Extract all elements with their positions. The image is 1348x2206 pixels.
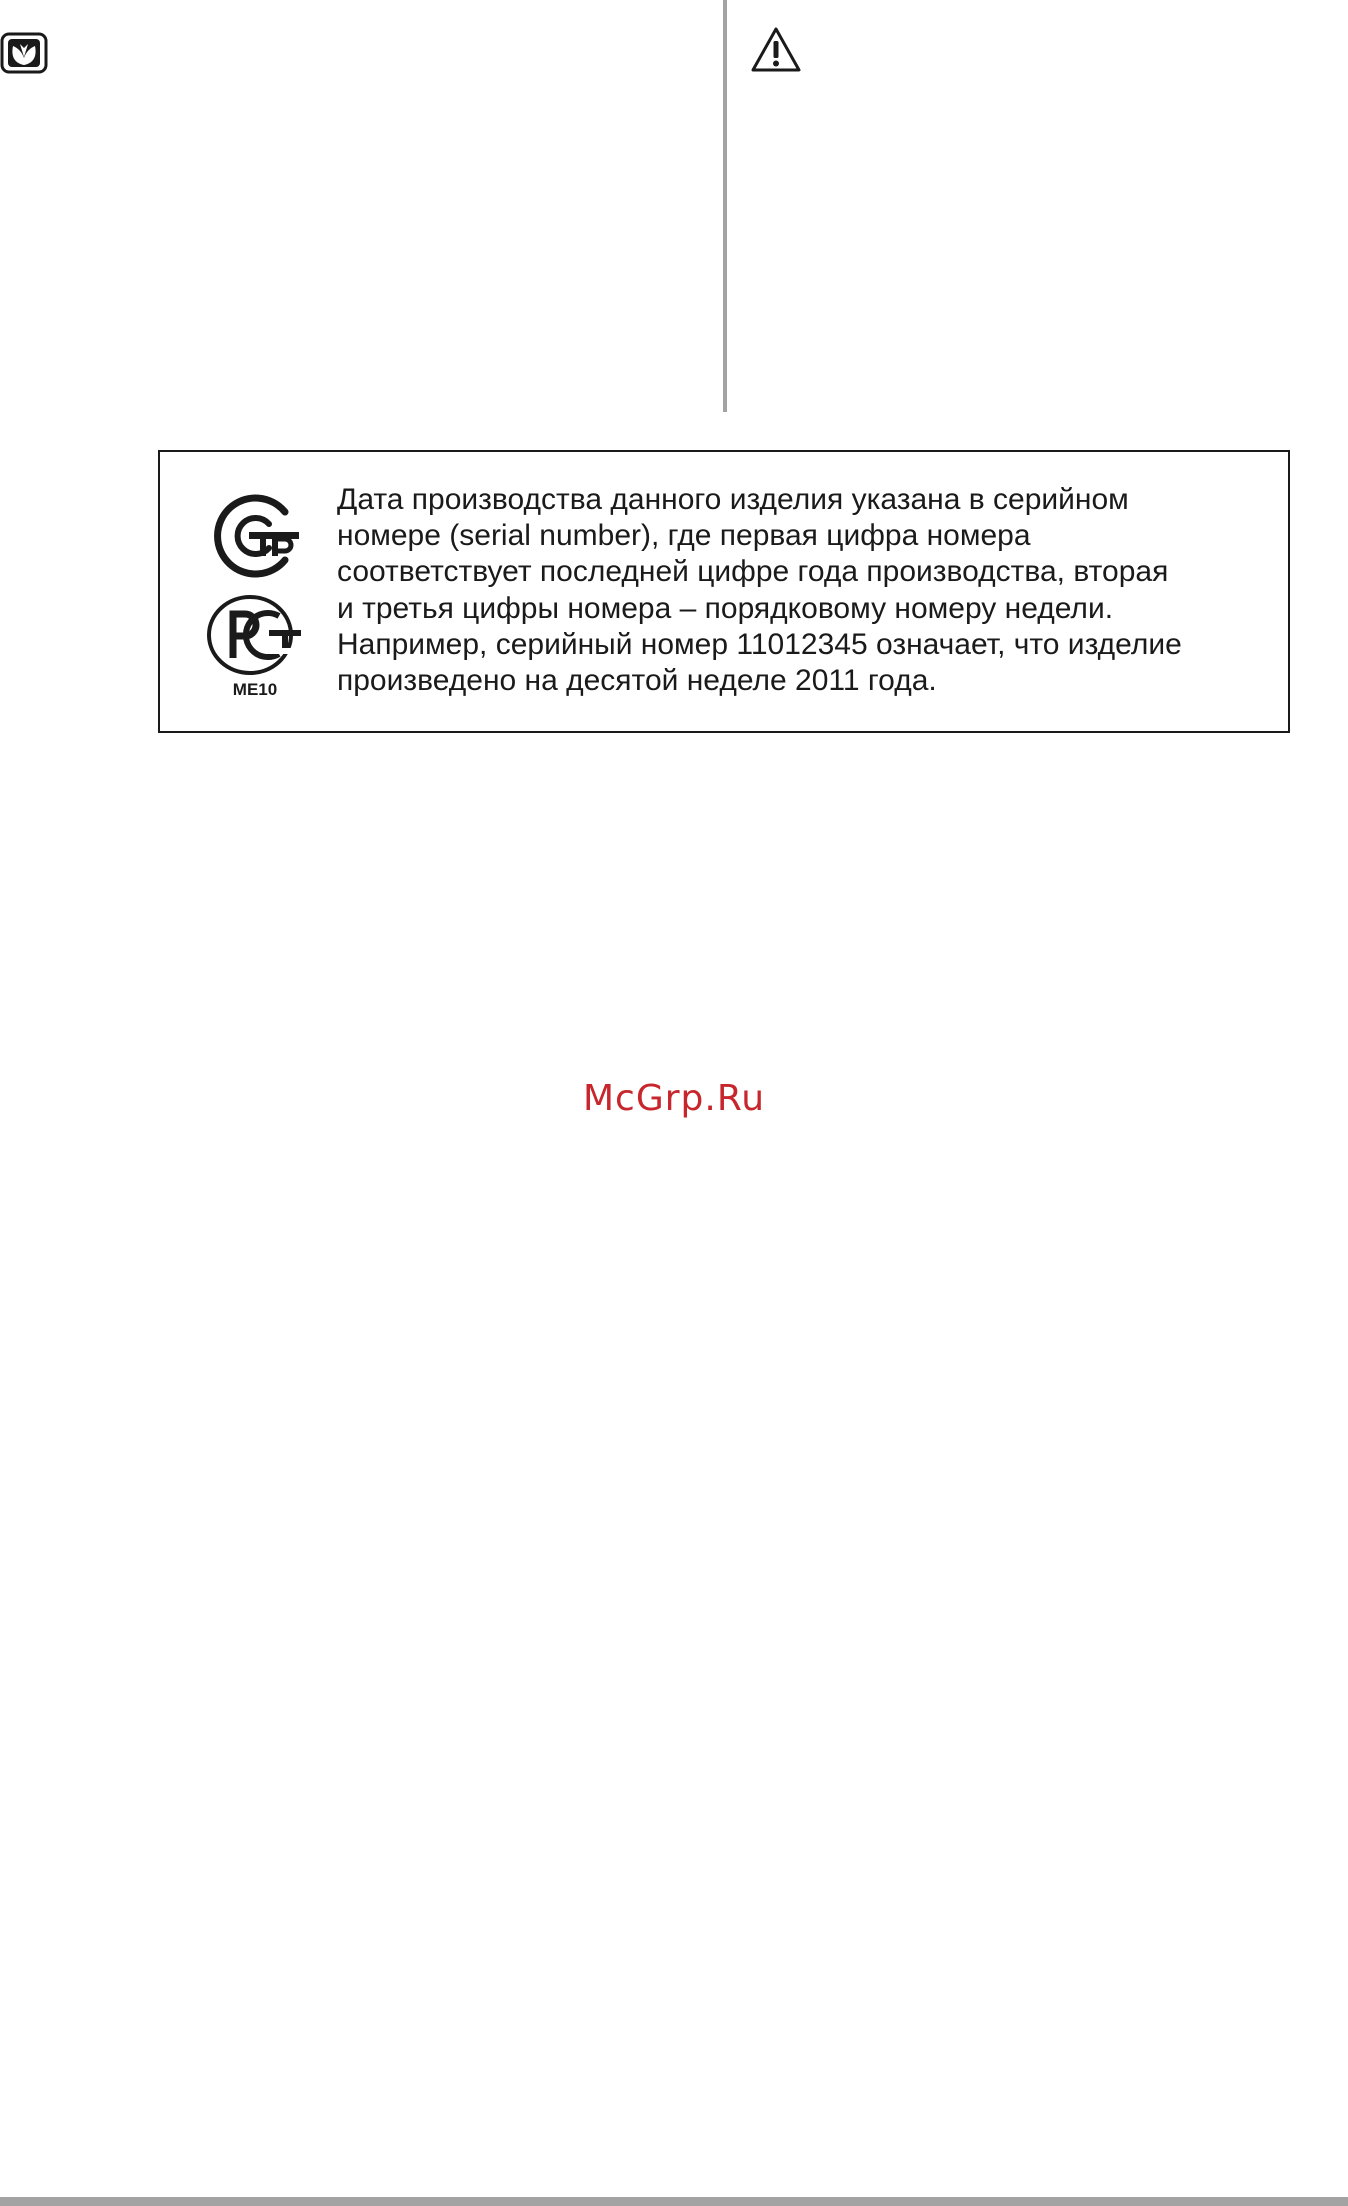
eac-certification-logo — [205, 490, 305, 580]
column-divider — [723, 0, 727, 412]
info-line-5: Например, серийный номер 11012345 означает, что изделие — [337, 627, 1182, 661]
info-line-4: и третья цифры номера – порядковому номеру недели. — [337, 591, 1114, 625]
pct-certification-logo — [205, 592, 305, 678]
certification-code: ME10 — [232, 680, 278, 699]
info-line-1: Дата производства данного изделия указана в серийном — [337, 483, 1129, 516]
serial-number-info-box — [158, 450, 1290, 733]
watermark: McGrp.Ru — [582, 1078, 766, 1119]
warning-triangle-icon — [750, 26, 802, 74]
info-line-3: соответствует последней цифре года производства, вторая — [337, 555, 1169, 589]
info-line-2: номере (serial number), где первая цифра номера — [337, 519, 1031, 553]
serial-number-description — [337, 482, 1267, 699]
info-line-6: произведено на десятой неделе 2011 года. — [337, 664, 937, 698]
bottom-rule — [0, 2197, 1348, 2206]
leaf-icon — [0, 32, 48, 74]
